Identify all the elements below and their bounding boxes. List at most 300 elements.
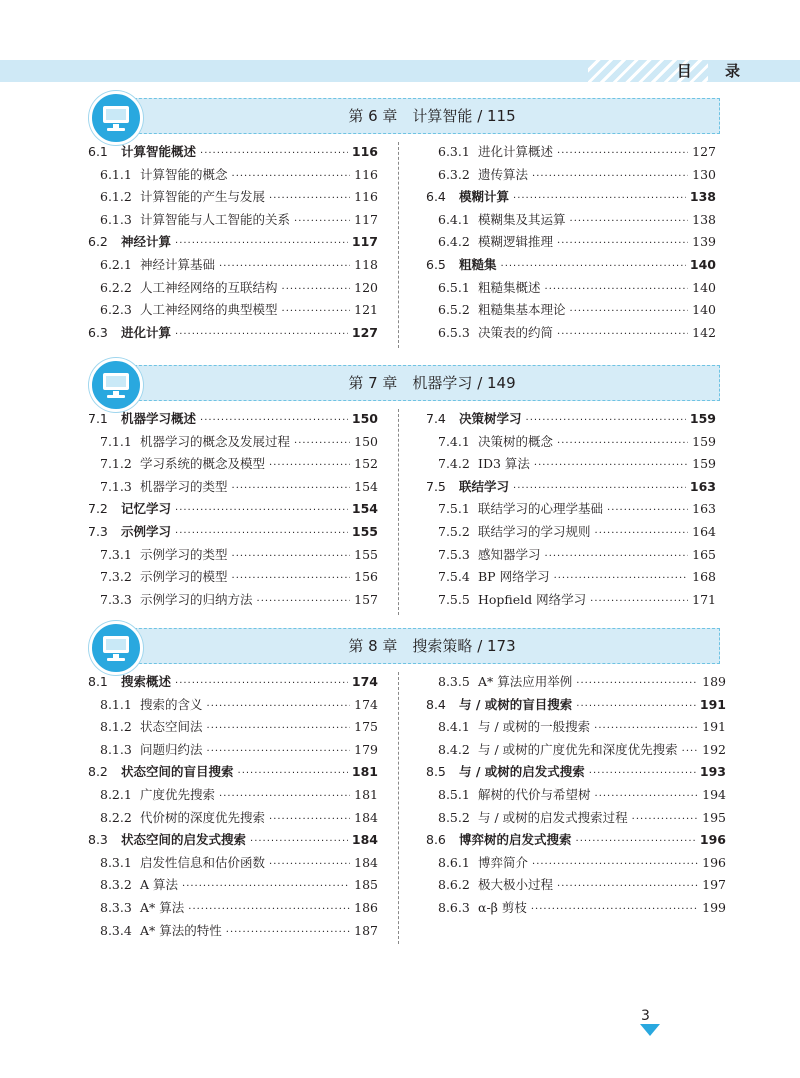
dot-leader: [557, 148, 688, 159]
entry-number: 8.3.1: [100, 854, 132, 870]
entry-label: 计算智能的产生与发展: [140, 189, 266, 205]
entry-number: 6.2.2: [100, 279, 132, 295]
entry-number: 8.3.4: [100, 922, 132, 938]
entry-label: 状态空间的盲目搜索: [121, 764, 234, 780]
dot-leader: [175, 238, 348, 249]
entry-number: 8.1.1: [100, 696, 132, 712]
entry-page: 157: [354, 591, 378, 607]
entry-page: 116: [354, 166, 378, 182]
entry-label: 广度优先搜索: [140, 786, 216, 802]
toc-subsection-entry[interactable]: [88, 567, 378, 590]
toc-section-entry[interactable]: [426, 187, 716, 210]
chapter-banner: [104, 98, 720, 134]
entry-page: 117: [351, 234, 378, 250]
entry-label: 状态空间法: [140, 719, 203, 735]
dot-leader: [282, 284, 351, 295]
entry-label: 与 / 或树的启发式搜索: [459, 764, 585, 780]
entry-label: BP 网络学习: [478, 569, 550, 585]
entry-page: 197: [702, 877, 726, 893]
toc-subsection-entry[interactable]: [88, 255, 378, 278]
chapter-8: [84, 628, 726, 944]
dot-leader: [632, 814, 698, 825]
entry-page: 185: [354, 877, 378, 893]
entry-page: 150: [351, 411, 378, 426]
entry-page: 150: [354, 433, 378, 449]
entry-label: 机器学习的类型: [140, 478, 228, 494]
entry-page: 121: [354, 302, 378, 318]
column-divider: [398, 409, 399, 615]
entry-page: 175: [354, 719, 378, 735]
entry-number: 6.1.2: [100, 189, 132, 205]
entry-page: 189: [702, 674, 726, 689]
entry-page: 163: [692, 501, 716, 517]
entry-number: 8.1.2: [100, 719, 132, 735]
entry-number: 6.5: [426, 256, 446, 272]
page-arrow-icon: [640, 1024, 660, 1036]
dot-leader: [576, 678, 698, 689]
toc-subsection-entry[interactable]: [426, 545, 716, 568]
toc-column-right: [426, 672, 726, 921]
dot-leader: [294, 216, 350, 227]
entry-number: 7.4: [426, 411, 446, 426]
toc-subsection-entry[interactable]: [426, 590, 716, 613]
entry-number: 6.5.1: [438, 279, 470, 295]
entry-label: 代价树的深度优先搜索: [140, 809, 266, 825]
entry-page: 127: [692, 144, 716, 159]
entry-number: 7.3: [88, 523, 108, 539]
entry-number: 8.5.1: [438, 786, 470, 802]
entry-number: 8.2.1: [100, 786, 132, 802]
entry-page: 142: [692, 324, 716, 340]
entry-number: 7.4.1: [438, 433, 470, 449]
entry-page: 196: [699, 832, 726, 848]
entry-page: 116: [354, 189, 378, 205]
entry-page: 193: [699, 764, 726, 780]
entry-number: 6.4.2: [438, 234, 470, 250]
chapter-title[interactable]: 第 6 章 计算智能 / 115: [348, 107, 516, 125]
toc-subsection-entry[interactable]: [88, 921, 378, 944]
entry-page: 159: [692, 456, 716, 472]
dot-leader: [526, 415, 686, 426]
entry-number: 7.3.3: [100, 591, 132, 607]
dot-leader: [513, 483, 686, 494]
toc-section-entry[interactable]: [88, 409, 378, 432]
toc-section-entry[interactable]: [88, 762, 378, 785]
dot-leader: [531, 904, 698, 915]
entry-label: 模糊计算: [459, 189, 510, 205]
entry-page: 165: [692, 546, 716, 562]
toc-subsection-entry[interactable]: [426, 785, 726, 808]
dot-leader: [590, 596, 688, 607]
entry-number: 7.3.2: [100, 569, 132, 585]
dot-leader: [226, 927, 350, 938]
dot-leader: [576, 701, 696, 712]
entry-page: 155: [351, 523, 378, 539]
entry-label: 机器学习概述: [121, 411, 197, 426]
dot-leader: [607, 505, 688, 516]
entry-page: 184: [354, 809, 378, 825]
entry-page: 195: [702, 809, 726, 825]
entry-number: 8.6.3: [438, 899, 470, 915]
entry-number: 7.2: [88, 501, 108, 517]
entry-number: 7.1.3: [100, 478, 132, 494]
dot-leader: [175, 505, 348, 516]
toc-subsection-entry[interactable]: [426, 499, 716, 522]
dot-leader: [501, 261, 686, 272]
toc-section-entry[interactable]: [88, 232, 378, 255]
toc-subsection-entry[interactable]: [426, 717, 726, 740]
entry-page: 196: [702, 854, 726, 870]
entry-number: 8.3: [88, 832, 108, 848]
entry-label: 神经计算: [121, 234, 172, 250]
dot-leader: [595, 791, 699, 802]
toc-subsection-entry[interactable]: [88, 898, 378, 921]
dot-leader: [219, 791, 350, 802]
entry-number: 6.4: [426, 189, 446, 205]
entry-label: A* 算法应用举例: [478, 674, 573, 689]
entry-number: 8.5: [426, 764, 446, 780]
entry-number: 6.2: [88, 234, 108, 250]
entry-page: 194: [702, 786, 726, 802]
dot-leader: [589, 768, 696, 779]
dot-leader: [182, 881, 350, 892]
dot-leader: [570, 216, 689, 227]
dot-leader: [269, 193, 350, 204]
toc-subsection-entry[interactable]: [426, 522, 716, 545]
dot-leader: [513, 193, 686, 204]
entry-label: 联结学习的心理学基础: [478, 501, 604, 517]
entry-page: 168: [692, 569, 716, 585]
dot-leader: [594, 723, 698, 734]
entry-label: A* 算法的特性: [140, 922, 222, 938]
entry-number: 6.3: [88, 324, 108, 340]
dot-leader: [207, 746, 351, 757]
entry-number: 6.3.2: [438, 166, 470, 182]
dot-leader: [200, 415, 348, 426]
entry-page: 156: [354, 569, 378, 585]
dot-leader: [557, 881, 698, 892]
entry-number: 8.3.2: [100, 877, 132, 893]
entry-number: 8.4.2: [438, 741, 470, 757]
entry-page: 154: [354, 478, 378, 494]
entry-page: 159: [689, 411, 716, 426]
entry-label: A* 算法: [140, 899, 185, 915]
dot-leader: [557, 238, 688, 249]
dot-leader: [269, 814, 350, 825]
entry-label: 与 / 或树的盲目搜索: [459, 696, 573, 712]
dot-leader: [232, 483, 351, 494]
dot-leader: [545, 284, 689, 295]
entry-label: 神经计算基础: [140, 256, 216, 272]
toc-column-left: [88, 142, 378, 345]
dot-leader: [175, 678, 348, 689]
toc-column-right: [426, 142, 716, 345]
entry-page: 191: [702, 719, 726, 735]
entry-label: 计算智能与人工智能的关系: [140, 211, 291, 227]
entry-page: 187: [354, 922, 378, 938]
dot-leader: [682, 746, 698, 757]
entry-label: 人工神经网络的典型模型: [140, 302, 278, 318]
entry-label: 进化计算概述: [478, 144, 554, 159]
entry-number: 7.1.2: [100, 456, 132, 472]
entry-page: 199: [702, 899, 726, 915]
dot-leader: [269, 859, 350, 870]
dot-leader: [250, 836, 348, 847]
toc-section-entry[interactable]: [426, 409, 716, 432]
entry-label: 人工神经网络的互联结构: [140, 279, 278, 295]
toc-subsection-entry[interactable]: [426, 898, 726, 921]
toc-subsection-entry[interactable]: [88, 278, 378, 301]
entry-number: 7.5.3: [438, 546, 470, 562]
entry-number: 8.3.3: [100, 899, 132, 915]
entry-number: 7.5.2: [438, 523, 470, 539]
entry-page: 140: [692, 302, 716, 318]
entry-page: 164: [692, 523, 716, 539]
toc-subsection-entry[interactable]: [88, 740, 378, 763]
entry-label: 问题归约法: [140, 741, 203, 757]
entry-page: 163: [689, 478, 716, 494]
entry-number: 8.6.1: [438, 854, 470, 870]
toc-subsection-entry[interactable]: [88, 432, 378, 455]
toc-subsection-entry[interactable]: [88, 187, 378, 210]
entry-label: 粗糙集: [459, 256, 497, 272]
dot-leader: [282, 306, 351, 317]
entry-number: 6.1: [88, 144, 108, 159]
dot-leader: [557, 438, 688, 449]
entry-label: 粗糙集基本理论: [478, 302, 566, 318]
entry-label: 与 / 或树的广度优先和深度优先搜索: [478, 741, 678, 757]
entry-page: 181: [351, 764, 378, 780]
dot-leader: [219, 261, 350, 272]
entry-label: 联结学习: [459, 478, 510, 494]
toc-subsection-entry[interactable]: [88, 853, 378, 876]
entry-page: 179: [354, 741, 378, 757]
toc-subsection-entry[interactable]: [426, 432, 716, 455]
entry-label: 与 / 或树的启发式搜索过程: [478, 809, 628, 825]
toc-subsection-entry[interactable]: [88, 785, 378, 808]
toc-column-left: [88, 672, 378, 943]
entry-page: 130: [692, 166, 716, 182]
entry-number: 8.1.3: [100, 741, 132, 757]
entry-page: 174: [351, 674, 378, 689]
toc-subsection-entry[interactable]: [426, 165, 716, 188]
dot-leader: [207, 723, 351, 734]
chapter-banner: [104, 365, 720, 401]
entry-page: 154: [351, 501, 378, 517]
dot-leader: [570, 306, 689, 317]
entry-page: 152: [354, 456, 378, 472]
toc-section-entry[interactable]: [426, 695, 726, 718]
toc-subsection-entry[interactable]: [88, 875, 378, 898]
entry-number: 6.1.3: [100, 211, 132, 227]
chapter-6: [84, 98, 720, 348]
entry-label: 记忆学习: [121, 501, 172, 517]
dot-leader: [232, 573, 351, 584]
dot-leader: [595, 528, 689, 539]
toc-subsection-entry[interactable]: [88, 210, 378, 233]
entry-number: 6.4.1: [438, 211, 470, 227]
toc-section-entry[interactable]: [426, 762, 726, 785]
toc-subsection-entry[interactable]: [426, 853, 726, 876]
entry-number: 7.5.1: [438, 501, 470, 517]
dot-leader: [554, 573, 689, 584]
toc-section-entry[interactable]: [426, 477, 716, 500]
toc-subsection-entry[interactable]: [88, 717, 378, 740]
entry-page: 181: [354, 786, 378, 802]
entry-page: 191: [699, 696, 726, 712]
toc-section-entry[interactable]: [88, 522, 378, 545]
entry-page: 138: [689, 189, 716, 205]
entry-label: 联结学习的学习规则: [478, 523, 591, 539]
dot-leader: [269, 460, 350, 471]
entry-label: Hopfield 网络学习: [478, 591, 587, 607]
entry-page: 159: [692, 433, 716, 449]
toc-section-entry[interactable]: [426, 830, 726, 853]
dot-leader: [207, 701, 351, 712]
entry-number: 6.5.3: [438, 324, 470, 340]
entry-label: A 算法: [140, 877, 179, 893]
entry-number: 8.2.2: [100, 809, 132, 825]
toc-subsection-entry[interactable]: [426, 808, 726, 831]
toc-subsection-entry[interactable]: [426, 278, 716, 301]
chapter-title[interactable]: 第 8 章 搜索策略 / 173: [348, 637, 516, 655]
entry-page: 186: [354, 899, 378, 915]
entry-label: 启发性信息和估价函数: [140, 854, 266, 870]
entry-page: 118: [354, 256, 378, 272]
toc-column-left: [88, 409, 378, 612]
dot-leader: [175, 528, 348, 539]
entry-label: ID3 算法: [478, 456, 530, 472]
toc-subsection-entry[interactable]: [88, 808, 378, 831]
dot-leader: [232, 551, 351, 562]
toc-subsection-entry[interactable]: [426, 232, 716, 255]
toc-subsection-entry[interactable]: [88, 695, 378, 718]
entry-label: 遗传算法: [478, 166, 529, 182]
entry-label: 博弈树的启发式搜索: [459, 832, 572, 848]
entry-page: 120: [354, 279, 378, 295]
entry-number: 8.4.1: [438, 719, 470, 735]
entry-label: 模糊逻辑推理: [478, 234, 554, 250]
entry-page: 140: [689, 256, 716, 272]
toc-column-right: [426, 409, 716, 612]
entry-number: 7.5: [426, 478, 446, 494]
toc-subsection-entry[interactable]: [426, 210, 716, 233]
entry-page: 155: [354, 546, 378, 562]
column-divider: [398, 672, 399, 944]
dot-leader: [576, 836, 696, 847]
toc-subsection-entry[interactable]: [88, 590, 378, 613]
dot-leader: [232, 171, 351, 182]
chapter-banner: [104, 628, 720, 664]
dot-leader: [532, 859, 698, 870]
toc-subsection-entry[interactable]: [426, 567, 716, 590]
entry-number: 7.5.5: [438, 591, 470, 607]
entry-page: 192: [702, 741, 726, 757]
entry-label: 学习系统的概念及模型: [140, 456, 266, 472]
entry-page: 117: [354, 211, 378, 227]
toc-subsection-entry[interactable]: [426, 672, 726, 695]
entry-page: 116: [351, 144, 378, 159]
entry-number: 6.1.1: [100, 166, 132, 182]
entry-label: 与 / 或树的一般搜索: [478, 719, 591, 735]
toc-section-entry[interactable]: [426, 255, 716, 278]
toc-subsection-entry[interactable]: [426, 740, 726, 763]
toc-section-entry[interactable]: [88, 672, 378, 695]
entry-label: 搜索的含义: [140, 696, 203, 712]
entry-page: 138: [692, 211, 716, 227]
entry-number: 8.6.2: [438, 877, 470, 893]
entry-number: 7.5.4: [438, 569, 470, 585]
toc-subsection-entry[interactable]: [426, 300, 716, 323]
entry-number: 8.6: [426, 832, 446, 848]
entry-number: 8.3.5: [438, 674, 470, 689]
entry-number: 7.1.1: [100, 433, 132, 449]
toc-subsection-entry[interactable]: [88, 300, 378, 323]
page-title: 目 录: [676, 62, 754, 80]
entry-label: 搜索概述: [121, 674, 172, 689]
entry-number: 8.2: [88, 764, 108, 780]
entry-number: 6.3.1: [438, 144, 470, 159]
dot-leader: [532, 171, 688, 182]
dot-leader: [557, 329, 688, 340]
entry-label: 计算智能的概念: [140, 166, 228, 182]
toc-section-entry[interactable]: [88, 830, 378, 853]
entry-label: 机器学习的概念及发展过程: [140, 433, 291, 449]
dot-leader: [534, 460, 688, 471]
page-number: 3: [641, 1008, 650, 1024]
entry-number: 8.1: [88, 674, 108, 689]
entry-page: 174: [354, 696, 378, 712]
entry-label: 计算智能概述: [121, 144, 197, 159]
entry-page: 184: [354, 854, 378, 870]
toc-subsection-entry[interactable]: [426, 142, 716, 165]
toc-section-entry[interactable]: [88, 499, 378, 522]
entry-number: 7.3.1: [100, 546, 132, 562]
dot-leader: [545, 551, 689, 562]
entry-label: 模糊集及其运算: [478, 211, 566, 227]
entry-page: 184: [351, 832, 378, 848]
toc-subsection-entry[interactable]: [88, 477, 378, 500]
entry-number: 8.5.2: [438, 809, 470, 825]
toc-section-entry[interactable]: [88, 142, 378, 165]
toc-subsection-entry[interactable]: [88, 545, 378, 568]
entry-label: 博弈简介: [478, 854, 529, 870]
chapter-title[interactable]: 第 7 章 机器学习 / 149: [348, 374, 516, 392]
entry-number: 7.4.2: [438, 456, 470, 472]
entry-label: 示例学习: [121, 523, 172, 539]
entry-number: 6.2.3: [100, 302, 132, 318]
dot-leader: [188, 904, 350, 915]
dot-leader: [200, 148, 348, 159]
toc-subsection-entry[interactable]: [426, 875, 726, 898]
entry-label: 状态空间的启发式搜索: [121, 832, 247, 848]
chapter-7: [84, 365, 720, 615]
toc-section-entry[interactable]: [88, 323, 378, 346]
entry-label: 解树的代价与希望树: [478, 786, 591, 802]
toc-subsection-entry[interactable]: [426, 323, 716, 346]
toc-subsection-entry[interactable]: [88, 454, 378, 477]
entry-label: 极大极小过程: [478, 877, 554, 893]
toc-subsection-entry[interactable]: [88, 165, 378, 188]
entry-page: 127: [351, 324, 378, 340]
entry-page: 171: [692, 591, 716, 607]
entry-label: α-β 剪枝: [478, 899, 527, 915]
dot-leader: [238, 768, 348, 779]
entry-number: 8.4: [426, 696, 446, 712]
entry-number: 6.2.1: [100, 256, 132, 272]
toc-subsection-entry[interactable]: [426, 454, 716, 477]
entry-label: 感知器学习: [478, 546, 541, 562]
